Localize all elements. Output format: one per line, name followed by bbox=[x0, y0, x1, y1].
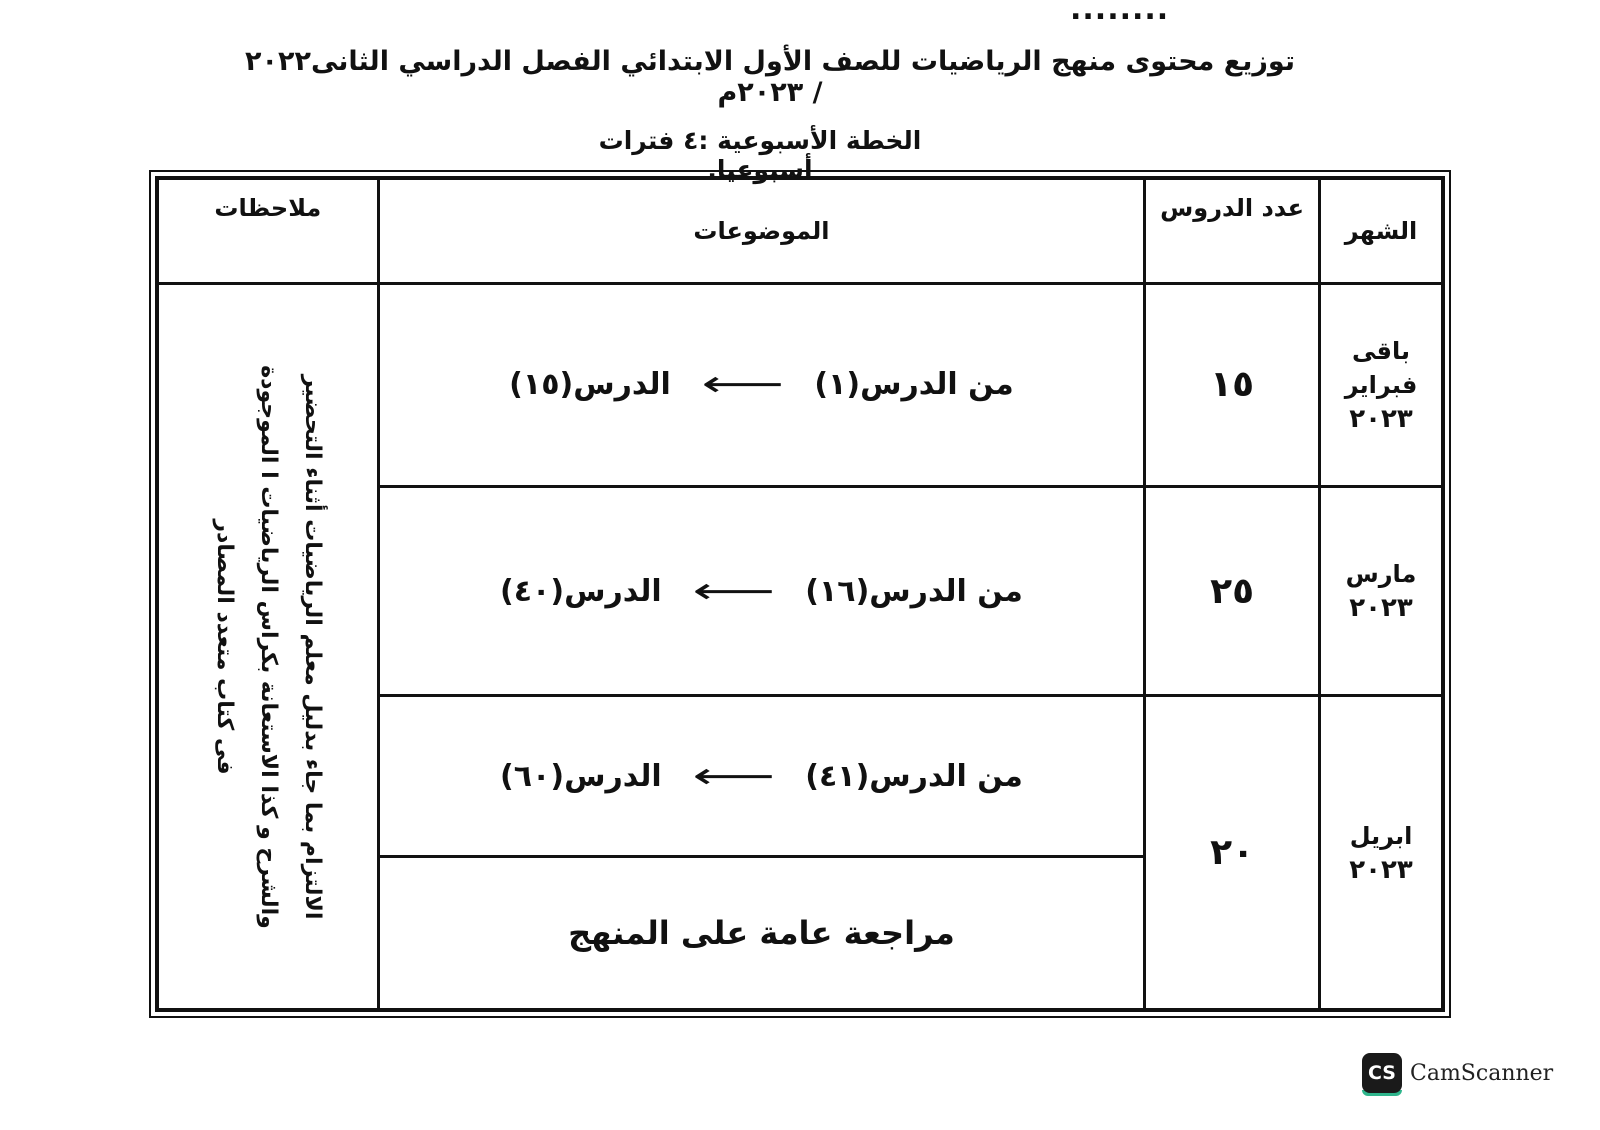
header-dots: ........ bbox=[1070, 0, 1170, 27]
topic-to: الدرس(٤٠) bbox=[500, 573, 662, 609]
page-subtitle: الخطة الأسبوعية :٤ فترات أسبوعيا. bbox=[598, 126, 922, 184]
left-arrow-icon: ⟵ bbox=[692, 755, 775, 797]
month-label: مارس bbox=[1345, 560, 1417, 589]
month-year: ٢٠٢٣ bbox=[1349, 403, 1413, 434]
page-title: توزيع محتوى منهج الرياضيات للصف الأول الابتدائي الفصل الدراسي الثانى٢٠٢٢ / ٢٠٢٣م bbox=[245, 46, 1295, 108]
topic-from: من الدرس(١) bbox=[814, 367, 1014, 403]
lesson-count: ٢٠ bbox=[1145, 696, 1320, 1010]
month-label: ابريل bbox=[1349, 821, 1413, 850]
header-topics: الموضوعات bbox=[378, 178, 1144, 284]
notes-cell bbox=[157, 284, 378, 1011]
topic-cell bbox=[378, 284, 1144, 487]
topic-to: الدرس(١٥) bbox=[509, 367, 671, 403]
topic-cell bbox=[378, 486, 1144, 695]
camscanner-watermark bbox=[1362, 1053, 1553, 1093]
table-row bbox=[157, 284, 1443, 487]
header-lesson-count: عدد الدروس bbox=[1145, 178, 1320, 284]
month-cell bbox=[1320, 696, 1443, 1010]
notes-text: الالتزام بما جاء بدليل معلم الرياضيات أثناء التحضير والشرح و كذا الاستعانة بكراس الرياضيات ا الموجودة فى كتاب متعدد المصادر bbox=[211, 364, 325, 929]
left-arrow-icon: ⟵ bbox=[701, 364, 784, 406]
header-notes: ملاحظات bbox=[157, 178, 378, 284]
month-label: فبراير bbox=[1344, 370, 1418, 399]
table-header-row bbox=[157, 178, 1443, 284]
month-cell bbox=[1320, 486, 1443, 695]
topic-from: من الدرس(١٦) bbox=[805, 573, 1023, 609]
camscanner-label: CamScanner bbox=[1410, 1060, 1554, 1086]
curriculum-table bbox=[155, 176, 1445, 1012]
month-year: ٢٠٢٣ bbox=[1349, 854, 1413, 885]
topic-cell bbox=[378, 696, 1144, 857]
month-cell bbox=[1320, 284, 1443, 487]
review-cell: مراجعة عامة على المنهج bbox=[378, 857, 1144, 1011]
topic-to: الدرس(٦٠) bbox=[500, 758, 662, 794]
month-year: ٢٠٢٣ bbox=[1349, 593, 1413, 624]
topic-from: من الدرس(٤١) bbox=[805, 758, 1023, 794]
month-label: باقى bbox=[1352, 336, 1411, 365]
left-arrow-icon: ⟵ bbox=[692, 570, 775, 612]
camscanner-logo-icon: CS bbox=[1362, 1053, 1402, 1093]
header-month: الشهر bbox=[1320, 178, 1443, 284]
lesson-count: ١٥ bbox=[1145, 284, 1320, 487]
lesson-count: ٢٥ bbox=[1145, 486, 1320, 695]
